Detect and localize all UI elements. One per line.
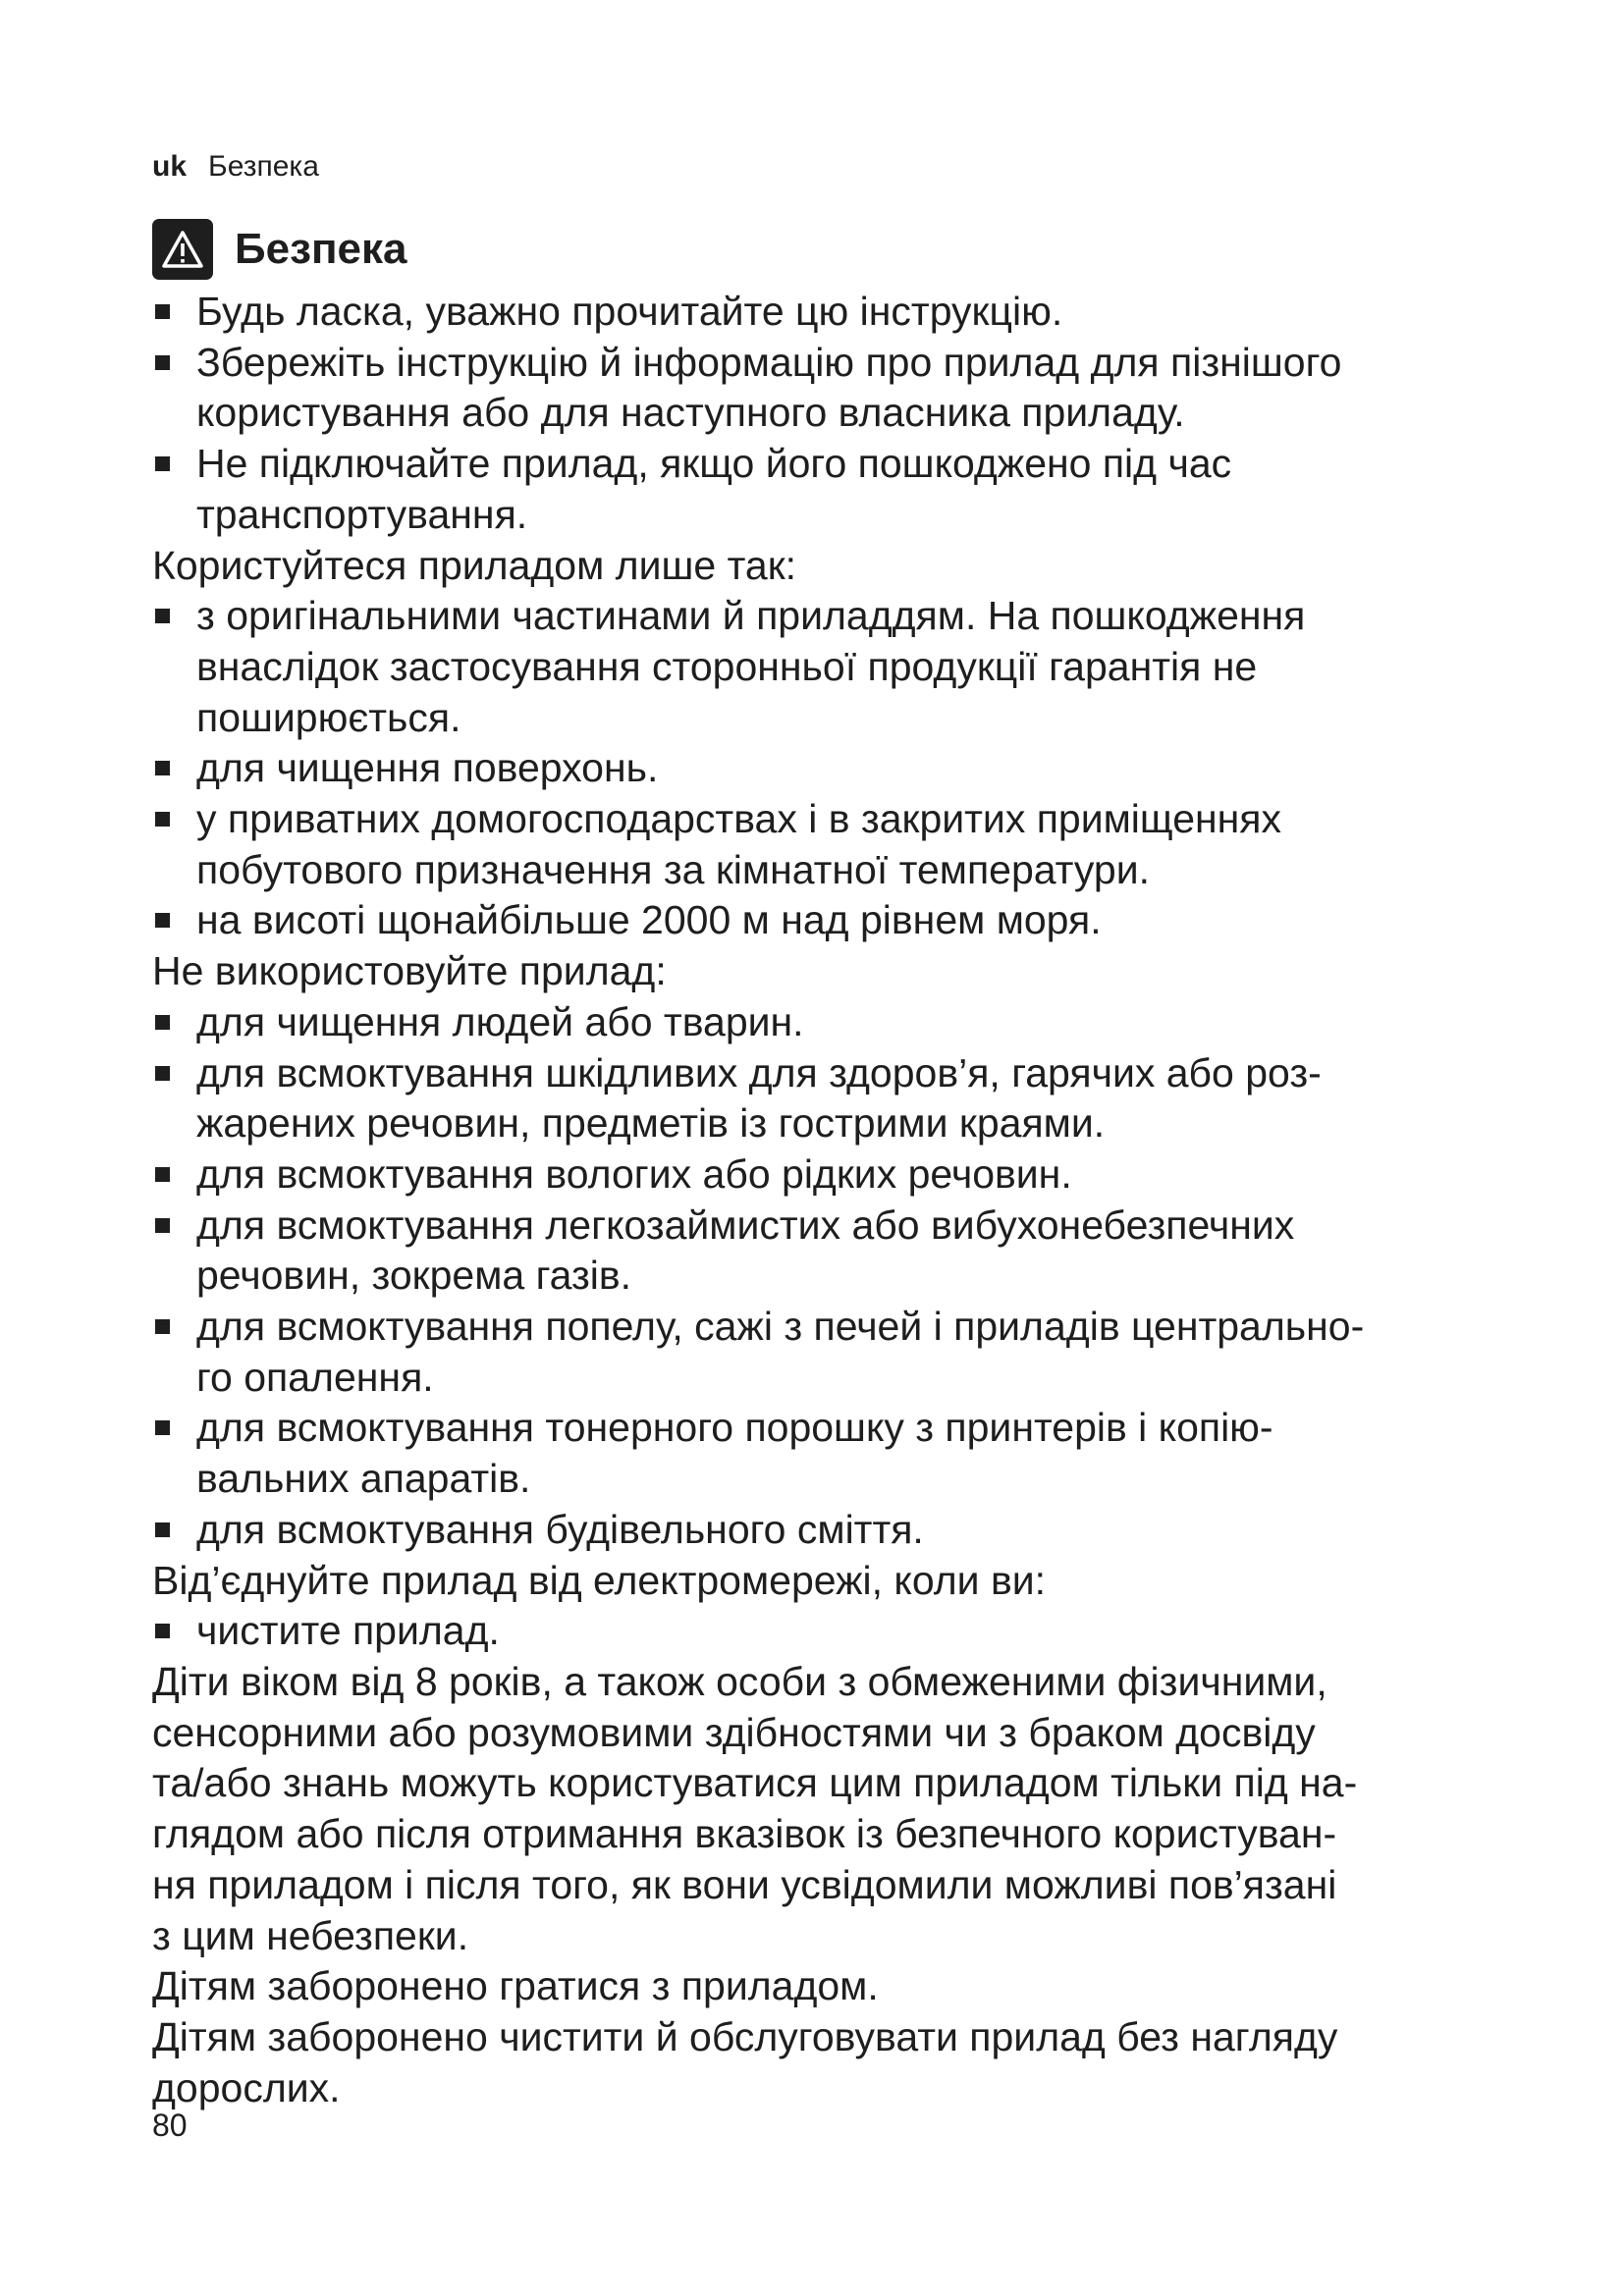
text-line: го опалення. [196, 1354, 434, 1400]
list-item [152, 1403, 1527, 1504]
text-line: поширюється. [196, 694, 461, 740]
text-line: глядом або після отримання вказівок із безпечного користуван- [152, 1811, 1337, 1857]
text-line: користування або для наступного власника приладу. [196, 390, 1185, 436]
text-line: внаслідок застосування сторонньої продукції гарантія не [196, 643, 1258, 689]
text-line: для всмоктування легкозаймистих або вибухонебезпечних [196, 1201, 1295, 1248]
text-line: для всмоктування вологих або рідких речовин. [196, 1150, 1072, 1197]
header-section: Безпека [208, 150, 319, 183]
list-item [152, 743, 1527, 794]
text-line: Будь ласка, уважно прочитайте цю інструкцію. [196, 289, 1063, 334]
text-line: для чищення поверхонь. [196, 745, 659, 791]
warning-icon [152, 219, 213, 280]
content-body [152, 287, 1527, 2113]
text-line: та/або знань можуть користуватися цим приладом тільки під на- [152, 1760, 1358, 1806]
text-line: сенсорними або розумовими здібностями чи з браком досвіду [152, 1709, 1316, 1755]
text-line: для всмоктування будівельного сміття. [196, 1506, 924, 1552]
paragraph [152, 1961, 1527, 2012]
list-item [152, 1149, 1527, 1201]
text-line: чистите прилад. [196, 1608, 500, 1654]
text-line: Користуйтеся приладом лише так: [152, 542, 797, 588]
text-line: речовин, зокрема газів. [196, 1253, 632, 1299]
text-line: транспортування. [196, 491, 528, 537]
text-line: вальних апаратів. [196, 1456, 531, 1502]
text-line: у приватних домогосподарствах і в закритих приміщеннях [196, 796, 1281, 842]
page-title: Безпека [235, 225, 407, 273]
text-line: дорослих. [152, 2064, 341, 2110]
list-item [152, 1606, 1527, 1657]
paragraph [152, 1556, 1527, 1607]
list-item [152, 591, 1527, 743]
text-line: Не підключайте прилад, якщо його пошкоджено під час [196, 441, 1232, 487]
language-code: uk [152, 150, 188, 183]
text-line: з цим небезпеки. [152, 1912, 469, 1958]
section-heading [152, 218, 1527, 281]
list-item [152, 997, 1527, 1048]
list-item [152, 439, 1527, 540]
list-item [152, 287, 1527, 338]
list-item [152, 794, 1527, 895]
text-line: Діти віком від 8 років, а також особи з обмеженими фізичними, [152, 1658, 1327, 1704]
list-item [152, 1048, 1527, 1149]
text-line: Від’єднуйте прилад від електромережі, коли ви: [152, 1557, 1047, 1603]
paragraph [152, 2012, 1527, 2113]
text-line: жарених речовин, предметів із гострими краями. [196, 1100, 1106, 1147]
running-header [152, 147, 1527, 187]
text-line: для всмоктування тонерного порошку з принтерів і копію- [196, 1405, 1273, 1451]
page-number: 80 [152, 2108, 188, 2143]
text-line: з оригінальними частинами й приладдям. На пошкодження [196, 593, 1306, 639]
text-line: ня приладом і після того, як вони усвідомили можливі пов’язані [152, 1861, 1337, 1907]
text-line: побутового призначення за кімнатної температури. [196, 846, 1151, 892]
list-item [152, 1201, 1527, 1302]
list-item [152, 338, 1527, 439]
paragraph [152, 1657, 1527, 1961]
text-line: Дітям заборонено чистити й обслуговувати прилад без нагляду [152, 2013, 1338, 2059]
text-line: для чищення людей або тварин. [196, 998, 804, 1044]
page [152, 147, 1527, 2113]
list-item [152, 1302, 1527, 1403]
text-line: для всмоктування попелу, сажі з печей і приладів центрально- [196, 1304, 1365, 1350]
text-line: Не використовуйте прилад: [152, 948, 667, 994]
text-line: Дітям заборонено гратися з приладом. [152, 1963, 879, 2009]
text-line: на висоті щонайбільше 2000 м над рівнем моря. [196, 897, 1102, 943]
list-item [152, 895, 1527, 946]
list-item [152, 1505, 1527, 1556]
paragraph [152, 541, 1527, 592]
text-line: для всмоктування шкідливих для здоров’я, гарячих або роз- [196, 1049, 1322, 1095]
text-line: Збережіть інструкцію й інформацію про прилад для пізнішого [196, 339, 1342, 385]
paragraph [152, 946, 1527, 997]
